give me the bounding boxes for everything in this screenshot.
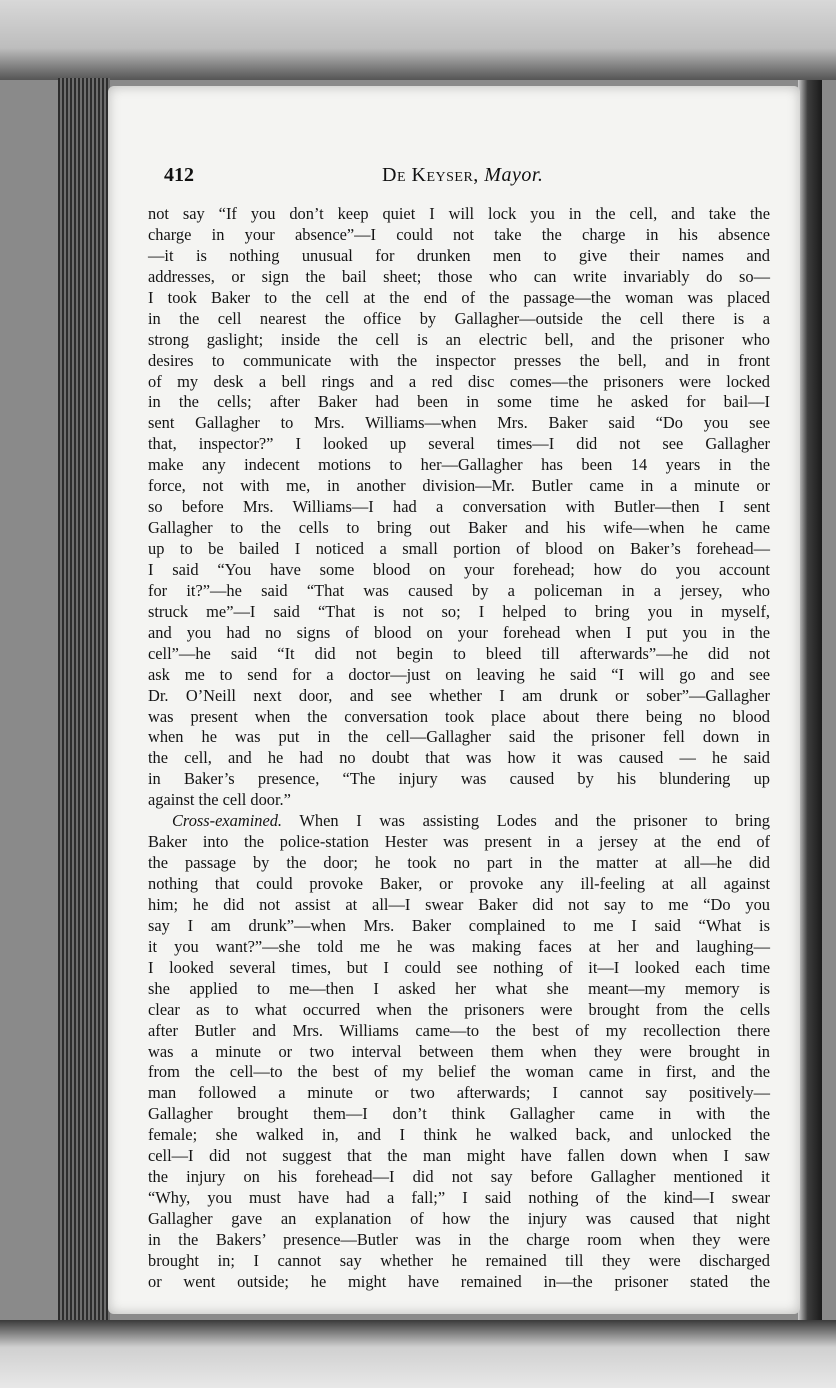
text-line — [148, 204, 770, 225]
text-line — [148, 581, 770, 602]
line-text: Gallagher gave an explanation of how the injury was caused that night — [148, 1209, 770, 1228]
line-text: up to be bailed I noticed a small portion of blood on Baker’s forehead— — [148, 539, 770, 558]
line-text: and you had no signs of blood on your forehead when I put you in the — [148, 622, 770, 642]
line-text: say I am drunk”—when Mrs. Baker complained to me I said “What is — [148, 915, 770, 935]
line-text: in the cells; after Baker had been in some time he asked for bail—I — [148, 392, 770, 412]
line-text: —it is nothing unusual for drunken men to give their names and — [148, 245, 770, 265]
line-text: the injury on his forehead—I did not say before Gallagher mentioned it — [148, 1167, 770, 1187]
text-line — [148, 1062, 770, 1083]
line-text: cell—I did not suggest that the man might have fallen down when I saw — [148, 1146, 770, 1166]
line-text: for it?”—he said “That was caused by a policeman in a jersey, who — [148, 580, 770, 600]
running-title-name: De Keyser, — [382, 164, 479, 186]
line-text: it you want?”—she told me he was making faces at her and laughing— — [148, 936, 770, 956]
line-text: she applied to me—then I asked her what she meant—my memory is — [148, 978, 770, 998]
text-line — [148, 539, 770, 560]
text-line — [148, 1125, 770, 1146]
text-line — [148, 476, 770, 497]
line-text: Gallagher to the cells to bring out Baker and his wife—when he came — [148, 518, 770, 538]
running-title — [382, 164, 543, 187]
line-text: not say “If you don’t keep quiet I will lock you in the cell, and take the — [148, 204, 770, 223]
line-text: from the cell—to the best of my belief the woman came in first, and the — [148, 1062, 770, 1082]
text-line — [148, 811, 770, 832]
text-line — [148, 874, 770, 895]
text-line — [148, 1021, 770, 1042]
line-text: Dr. O’Neill next door, and see whether I am drunk or sober”—Gallagher — [148, 685, 770, 705]
line-text: in the Bakers’ presence—Butler was in the charge room when they were — [148, 1229, 770, 1249]
line-text: I took Baker to the cell at the end of the passage—the woman was placed — [148, 287, 770, 307]
text-line — [148, 1146, 770, 1167]
text-line — [148, 937, 770, 958]
line-text: When I was assisting Lodes and the prisoner to bring — [282, 811, 770, 831]
line-text: female; she walked in, and I think he walked back, and unlocked the — [148, 1125, 770, 1145]
text-line — [148, 1042, 770, 1063]
text-line — [148, 351, 770, 372]
line-text: I said “You have some blood on your forehead; how do you account — [148, 559, 770, 579]
text-line — [148, 413, 770, 434]
line-text: in the cell nearest the office by Gallagher—outside the cell there is a — [148, 308, 770, 328]
text-line — [148, 267, 770, 288]
text-line — [148, 1104, 770, 1125]
text-line — [148, 518, 770, 539]
text-line — [148, 288, 770, 309]
text-line — [148, 1209, 770, 1230]
text-line — [148, 455, 770, 476]
text-line — [148, 1272, 770, 1293]
text-line — [148, 644, 770, 665]
line-text: nothing that could provoke Baker, or provoke any ill-feeling at all against — [148, 874, 770, 893]
line-text: against the cell door.” — [148, 790, 291, 810]
text-line — [148, 853, 770, 874]
text-line — [148, 1230, 770, 1251]
line-text: that, inspector?” I looked up several times—I did not see Gallagher — [148, 434, 770, 454]
text-line — [148, 686, 770, 707]
text-line — [148, 246, 770, 267]
text-line — [148, 916, 770, 937]
line-text: clear as to what occurred when the prisoners were brought from the cells — [148, 999, 770, 1019]
text-line — [148, 1167, 770, 1188]
text-line — [148, 1188, 770, 1209]
line-text: struck me”—I said “That is not so; I helped to bring you in myself, — [148, 601, 770, 621]
line-text: the cell, and he had no doubt that was how it was caused — he said — [148, 748, 770, 768]
line-text: sent Gallagher to Mrs. Williams—when Mrs. Baker said “Do you see — [148, 413, 770, 433]
text-line — [148, 748, 770, 769]
scan-shadow-top — [0, 0, 836, 80]
line-text: addresses, or sign the bail sheet; those who can write invariably do so— — [148, 266, 770, 286]
text-line — [148, 769, 770, 790]
line-text: so before Mrs. Williams—I had a conversation with Butler—then I sent — [148, 497, 770, 517]
line-text: charge in your absence”—I could not take the charge in his absence — [148, 224, 770, 244]
line-text: strong gaslight; inside the cell is an electric bell, and the prisoner who — [148, 329, 770, 349]
scan-shadow-bottom — [0, 1320, 836, 1388]
line-text: or went outside; he might have remained in—the prisoner stated the — [148, 1271, 770, 1291]
book-fore-edge — [798, 80, 822, 1325]
text-line — [148, 958, 770, 979]
text-line — [148, 497, 770, 518]
line-text: in Baker’s presence, “The injury was caused by his blundering up — [148, 769, 770, 789]
text-line — [148, 1251, 770, 1272]
text-line — [148, 665, 770, 686]
line-text: cell”—he said “It did not begin to bleed till afterwards”—he did not — [148, 643, 770, 663]
line-text: Baker into the police-station Hester was present in a jersey at the end of — [148, 832, 770, 852]
text-line — [148, 707, 770, 728]
text-line — [148, 1083, 770, 1104]
text-line — [148, 225, 770, 246]
text-line — [148, 790, 770, 811]
book-spine-edge — [58, 78, 110, 1328]
line-text: when he was put in the cell—Gallagher said the prisoner fell down in — [148, 727, 770, 747]
line-text: Gallagher brought them—I don’t think Gallagher came in with the — [148, 1104, 770, 1124]
line-text: ask me to send for a doctor—just on leaving he said “I will go and see — [148, 664, 770, 684]
text-line — [148, 832, 770, 853]
text-line — [148, 979, 770, 1000]
line-text: desires to communicate with the inspector presses the bell, and in front — [148, 350, 770, 370]
text-line — [148, 560, 770, 581]
line-text: “Why, you must have had a fall;” I said nothing of the kind—I swear — [148, 1188, 770, 1208]
running-title-role: Mayor. — [484, 164, 544, 186]
line-text: man followed a minute or two afterwards; I cannot say positively— — [148, 1083, 770, 1103]
line-text: the passage by the door; he took no part in the matter at all—he did — [148, 853, 770, 873]
line-text: make any indecent motions to her—Gallagher has been 14 years in the — [148, 455, 770, 475]
text-line — [148, 330, 770, 351]
paragraph-lead: Cross-examined. — [172, 811, 283, 831]
text-line — [148, 623, 770, 644]
page-number: 412 — [164, 164, 194, 186]
text-line — [148, 895, 770, 916]
text-line — [148, 392, 770, 413]
body-text — [148, 204, 770, 1293]
line-text: I looked several times, but I could see nothing of it—I looked each time — [148, 957, 770, 977]
page-header — [164, 164, 764, 192]
text-line — [148, 1000, 770, 1021]
line-text: after Butler and Mrs. Williams came—to the best of my recollection there — [148, 1020, 770, 1040]
line-text: him; he did not assist at all—I swear Baker did not say to me “Do you — [148, 894, 770, 914]
text-line — [148, 602, 770, 623]
line-text: force, not with me, in another division—Mr. Butler came in a minute or — [148, 476, 770, 496]
text-line — [148, 727, 770, 748]
book-page — [108, 86, 800, 1314]
text-line — [148, 309, 770, 330]
text-line — [148, 372, 770, 393]
line-text: was present when the conversation took place about there being no blood — [148, 706, 770, 726]
line-text: was a minute or two interval between them when they were brought in — [148, 1041, 770, 1061]
line-text: brought in; I cannot say whether he remained till they were discharged — [148, 1250, 770, 1270]
text-line — [148, 434, 770, 455]
line-text: of my desk a bell rings and a red disc comes—the prisoners were locked — [148, 371, 770, 391]
